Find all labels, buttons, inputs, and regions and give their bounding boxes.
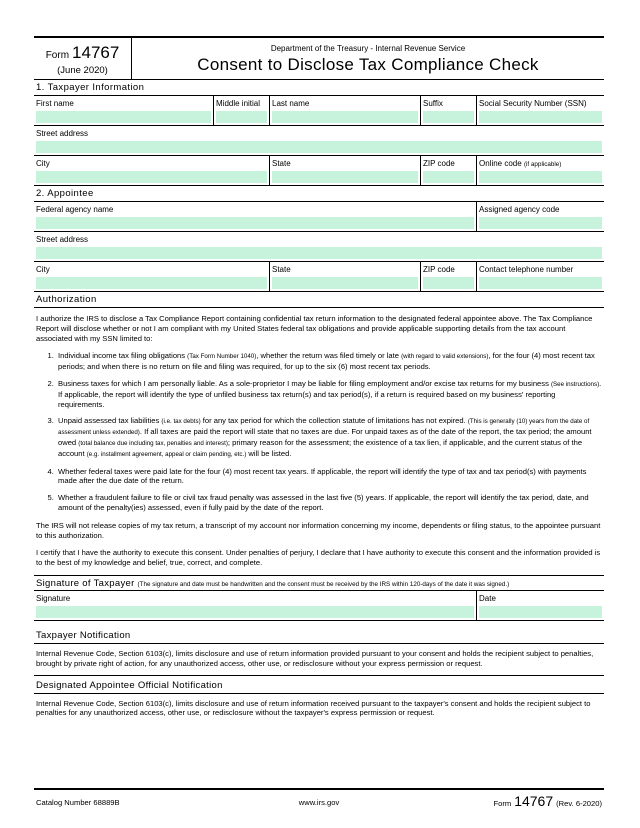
appointee-city-row bbox=[34, 262, 604, 292]
online-code-cell bbox=[477, 156, 604, 185]
ssn-cell bbox=[477, 96, 604, 125]
signature-cell bbox=[34, 591, 477, 620]
date-field[interactable] bbox=[479, 606, 602, 618]
appointee-notification-text: Internal Revenue Code, Section 6103(c), limits disclosure and use of return information received pursuant to the taxpayer's consent and holds the recipient subject to penalties for any unauthorized access, other use, or redisclosure without the taxpayer's express permission or request. bbox=[36, 698, 591, 718]
city-label: City bbox=[36, 159, 50, 168]
appointee-street-label: Street address bbox=[36, 235, 89, 244]
form-header bbox=[34, 36, 604, 80]
taxpayer-street-row bbox=[34, 126, 604, 156]
certify-statement: I certify that I have the authority to execute this consent. Under penalties of perjury, I declare that I have authority to execute this consent and the information provided is to the best of my knowledge and belief, true, correct, and complete. bbox=[36, 548, 601, 568]
appointee-notification-heading: Designated Appointee Official Notification bbox=[34, 678, 604, 694]
authorization-item-4: 4. Whether federal taxes were paid late for the four (4) most recent tax years. If applicable, the report will identify the type of tax and tax period(s) with payments made after the due date of the return. bbox=[56, 467, 602, 487]
first-name-cell bbox=[34, 96, 214, 125]
last-name-label: Last name bbox=[272, 99, 310, 108]
middle-initial-label: Middle initial bbox=[216, 99, 261, 108]
first-name-field[interactable] bbox=[36, 111, 211, 123]
ssn-field[interactable] bbox=[479, 111, 602, 123]
suffix-cell bbox=[421, 96, 477, 125]
taxpayer-notification-heading: Taxpayer Notification bbox=[34, 628, 604, 644]
appointee-state-cell bbox=[270, 262, 421, 291]
agency-name-cell bbox=[34, 202, 477, 231]
state-cell bbox=[270, 156, 421, 185]
department: Department of the Treasury - Internal Revenue Service bbox=[270, 44, 466, 53]
taxpayer-name-row bbox=[34, 96, 604, 126]
authorization-item-2: 2. Business taxes for which I am personally liable. As a sole-proprietor I may be liable for filing employment and/or excise tax returns for my business (See instructions). If applicable, the report will identify the type of unfiled business tax return(s) and tax period(s), if a return is required based on my business' reporting requirements. bbox=[56, 379, 602, 409]
authorization-intro: I authorize the IRS to disclose a Tax Compliance Report containing confidential tax return information to the designated federal appointee above. The Tax Compliance Report will disclose whether or not I am compliant with my United States federal tax obligations and provide applicable supporting details from the tax account associated with my SSN limited to: bbox=[36, 314, 593, 343]
ssn-label: Social Security Number (SSN) bbox=[479, 99, 587, 108]
street-cell bbox=[34, 126, 604, 155]
state-field[interactable] bbox=[272, 171, 418, 183]
appointee-state-label: State bbox=[272, 265, 291, 274]
taxpayer-notification-text: Internal Revenue Code, Section 6103(c), limits disclosure and use of return information provided pursuant to your consent and holds the recipient subject to penalties, brought by private right of action, for any unauthorized access, other use, or redisclosure without your express permission or request. bbox=[34, 644, 604, 676]
form-date: (June 2020) bbox=[57, 65, 108, 76]
authorization-body bbox=[34, 308, 604, 568]
suffix-label: Suffix bbox=[423, 99, 443, 108]
appointee-zip-label: ZIP code bbox=[423, 265, 455, 274]
authorization-item-3: 3. Unpaid assessed tax liabilities (i.e. tax debts) for any tax period for which the collection statute of limitations has not expired. (This is generally (10) years from the date of assessment unless extended). If all taxes are paid the report will state that no taxes are due. For unpaid taxes as of the date of the report, the tax period; the amount owed (total balance due including tax, penalties and interest); primary reason for the assessment; the existence of a tax lien, if applicable, and the current status of the account (e.g. installment agreement, appeal or claim pending, etc.) will be listed. bbox=[56, 416, 602, 459]
last-name-cell bbox=[270, 96, 421, 125]
form-number: 14767 bbox=[72, 43, 120, 62]
release-statement: The IRS will not release copies of my tax return, a transcript of my account nor information concerning my income, dependents or filing status, to the appointee pursuant to this authorization. bbox=[36, 520, 601, 540]
agency-name-field[interactable] bbox=[36, 217, 474, 229]
appointee-street-field[interactable] bbox=[36, 247, 602, 259]
page-title: Consent to Disclose Tax Compliance Check bbox=[197, 55, 539, 74]
footer-form-id bbox=[493, 793, 602, 809]
middle-initial-cell bbox=[214, 96, 270, 125]
footer-form-number: 14767 bbox=[514, 793, 554, 809]
form-page bbox=[34, 36, 604, 724]
signature-row bbox=[34, 591, 604, 621]
phone-label: Contact telephone number bbox=[479, 265, 574, 274]
state-label: State bbox=[272, 159, 291, 168]
appointee-zip-field[interactable] bbox=[423, 277, 474, 289]
form-label: Form bbox=[45, 50, 70, 61]
catalog-number: Catalog Number 68889B bbox=[36, 798, 120, 807]
appointee-street-cell bbox=[34, 232, 604, 261]
signature-heading: Signature of Taxpayer (The signature and date must be handwritten and the consent must be received by the IRS within 120-days of the date it was signed.) bbox=[34, 575, 604, 591]
phone-cell bbox=[477, 262, 604, 291]
signature-field[interactable] bbox=[36, 606, 474, 618]
first-name-label: First name bbox=[36, 99, 74, 108]
agency-code-field[interactable] bbox=[479, 217, 602, 229]
appointee-city-field[interactable] bbox=[36, 277, 267, 289]
online-code-label: Online code (if applicable) bbox=[479, 159, 562, 168]
footer-form-label: Form bbox=[493, 799, 512, 808]
agency-code-label: Assigned agency code bbox=[479, 205, 560, 214]
appointee-state-field[interactable] bbox=[272, 277, 418, 289]
last-name-field[interactable] bbox=[272, 111, 418, 123]
agency-code-cell bbox=[477, 202, 604, 231]
city-cell bbox=[34, 156, 270, 185]
footer-revision: (Rev. 6-2020) bbox=[556, 799, 602, 808]
street-field[interactable] bbox=[36, 141, 602, 153]
agency-row bbox=[34, 202, 604, 232]
city-field[interactable] bbox=[36, 171, 267, 183]
authorization-list bbox=[56, 351, 602, 512]
agency-name-label: Federal agency name bbox=[36, 205, 114, 214]
phone-field[interactable] bbox=[479, 277, 602, 289]
authorization-item-5: 5. Whether a fraudulent failure to file or civil tax fraud penalty was assessed in the last five (5) years. If applicable, the report will identify the tax period, date, and amount of the penalty(ies) assessed, even if fully paid by the date of the report. bbox=[56, 493, 602, 513]
appointee-section-heading: 2. Appointee bbox=[34, 186, 604, 202]
appointee-zip-cell bbox=[421, 262, 477, 291]
zip-field[interactable] bbox=[423, 171, 474, 183]
website-link[interactable]: www.irs.gov bbox=[298, 798, 340, 807]
page-footer bbox=[34, 788, 604, 810]
authorization-heading: Authorization bbox=[34, 292, 604, 308]
taxpayer-city-row bbox=[34, 156, 604, 186]
taxpayer-section-heading: 1. Taxpayer Information bbox=[34, 80, 604, 96]
authorization-item-1: 1. Individual income tax filing obligations (Tax Form Number 1040), whether the return was filed timely or late (with regard to valid extensions), for the four (4) most recent tax periods; and when there is no return on file and filing was required, for up to the six (6) most recent tax periods. bbox=[56, 351, 602, 372]
zip-label: ZIP code bbox=[423, 159, 455, 168]
appointee-city-cell bbox=[34, 262, 270, 291]
title-box bbox=[132, 38, 604, 79]
street-label: Street address bbox=[36, 129, 89, 138]
appointee-street-row bbox=[34, 232, 604, 262]
suffix-field[interactable] bbox=[423, 111, 474, 123]
form-id-box bbox=[34, 38, 132, 79]
middle-initial-field[interactable] bbox=[216, 111, 267, 123]
zip-cell bbox=[421, 156, 477, 185]
online-code-field[interactable] bbox=[479, 171, 602, 183]
appointee-city-label: City bbox=[36, 265, 50, 274]
signature-label: Signature bbox=[36, 593, 71, 603]
date-label: Date bbox=[479, 593, 496, 603]
date-cell bbox=[477, 591, 604, 620]
